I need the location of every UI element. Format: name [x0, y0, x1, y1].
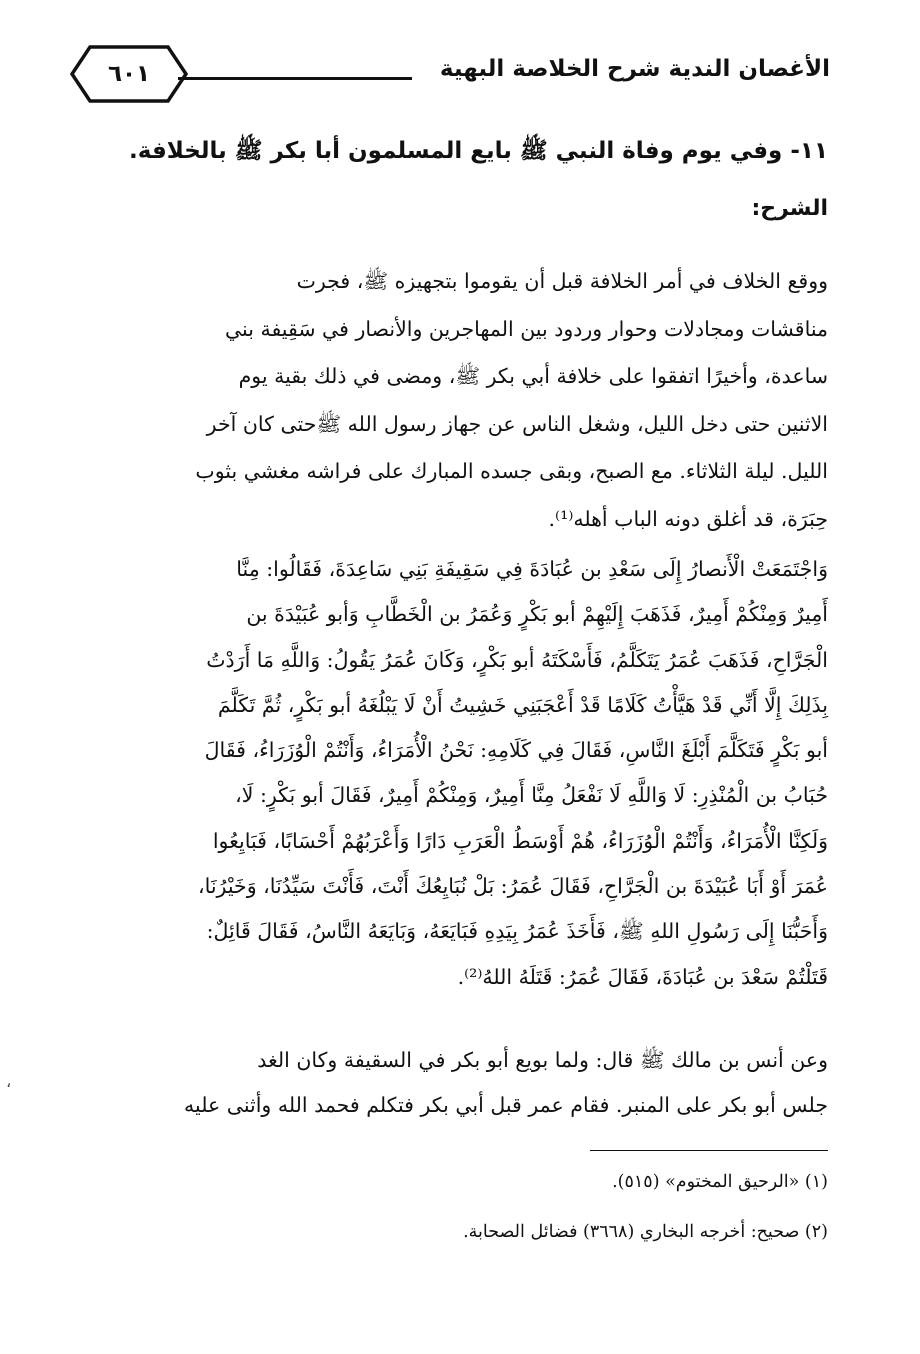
footnote: (٢) صحيح: أخرجه البخاري (٣٦٦٨) فضائل الصحابة.	[463, 1222, 828, 1242]
hadith-paragraph: وَاجْتَمَعَتْ الْأَنصارُ إِلَى سَعْدِ بن عُبَادَةَ فِي سَقِيفَةِ بَنِي سَاعِدَةَ، فَقَالُوا: مِنَّا أَمِيرٌ وَمِنْكُمْ أَمِيرٌ، فَذَهَبَ إِلَيْهِمْ أبو بَكْرٍ وَعُمَرُ بن الْخَطَّابِ وَأبو عُبَيْدَةَ بن الْجَرَّاحِ، فَذَهَبَ عُمَرُ يَتَكَلَّمُ، فَأَسْكَتَهُ أبو بَكْرٍ، وَكَانَ عُمَرُ يَقُولُ: وَاللَّهِ مَا أَرَدْتُ بِذَلِكَ إِلَّا أَنِّي قَدْ هَيَّأْتُ كَلَامًا قَدْ أَعْجَبَنِي خَشِيتُ أَنْ لَا يَبْلُغَهُ أبو بَكْرٍ، ثُمَّ تَكَلَّمَ أبو بَكْرٍ فَتَكَلَّمَ أَبْلَغَ النَّاسِ، فَقَالَ فِي كَلَامِهِ: نَحْنُ الْأُمَرَاءُ، وَأَنْتُمْ الْوُزَرَاءُ، فَقَالَ حُبَابُ بن الْمُنْذِرِ: لَا وَاللَّهِ لَا نَفْعَلُ مِنَّا أَمِيرٌ، وَمِنْكُمْ أَمِيرٌ، فَقَالَ أبو بَكْرٍ: لَا، وَلَكِنَّا الْأُمَرَاءُ، وَأَنْتُمْ الْوُزَرَاءُ، هُمْ أَوْسَطُ الْعَرَبِ دَارًا وَأَعْرَبُهُمْ أَحْسَابًا، فَبَايِعُوا عُمَرَ أَوْ أَبَا عُبَيْدَةَ بن الْجَرَّاحِ، فَقَالَ عُمَرُ: بَلْ نُبَايِعُكَ أَنْتَ، فَأَنْتَ سَيِّدُنَا، وَخَيْرُنَا، وَأَحَبُّنَا إِلَى رَسُولِ اللهِ ﷺ، فَأَخَذَ عُمَرُ بِيَدِهِ فَبَايَعَهُ، وَبَايَعَهُ النَّاسُ، فَقَالَ قَائِلٌ: قَتَلْتُمْ سَعْدَ بن عُبَادَةَ، فَقَالَ عُمَرُ: قَتَلَهُ اللهُ⁽²⁾.	[197, 557, 828, 989]
sharh-label: الشرح:	[751, 196, 828, 221]
page-number-badge	[70, 42, 188, 106]
paragraph: ووقع الخلاف في أمر الخلافة قبل أن يقوموا بتجهيزه ﷺ، فجرت مناقشات ومجادلات وحوار وردود بين المهاجرين والأنصار في سَقِيفة بني ساعدة، وأخيرًا اتفقوا على خلافة أبي بكر ﷺ، ومضى في ذلك بقية يوم الاثنين حتى دخل الليل، وشغل الناس عن جهاز رسول الله ﷺحتى كان آخر الليل. ليلة الثلاثاء. مع الصبح، وبقى جسده المبارك على فراشه مغشي بثوب حِبَرَة، قد أغلق دونه الباب أهله⁽¹⁾.	[195, 269, 828, 531]
page-number: ٦٠١	[107, 61, 151, 87]
footnote: (١) «الرحيق المختوم» (٥١٥).	[612, 1172, 828, 1192]
footnote-divider	[590, 1150, 828, 1151]
section-heading: ١١- وفي يوم وفاة النبي ﷺ بايع المسلمون أبا بكر ﷺ بالخلافة.	[129, 138, 828, 164]
paragraph: وعن أنس بن مالك ﷺ قال: ولما بويع أبو بكر في السقيفة وكان الغد جلس أبو بكر على المنبر. فقام عمر قبل أبي بكر فتكلم فحمد الله وأثنى عليه	[184, 1048, 828, 1117]
header-rule	[178, 77, 412, 80]
margin-mark: ،	[6, 1072, 12, 1091]
running-header	[70, 42, 830, 106]
running-title: الأغصان الندية شرح الخلاصة البهية	[439, 56, 830, 82]
